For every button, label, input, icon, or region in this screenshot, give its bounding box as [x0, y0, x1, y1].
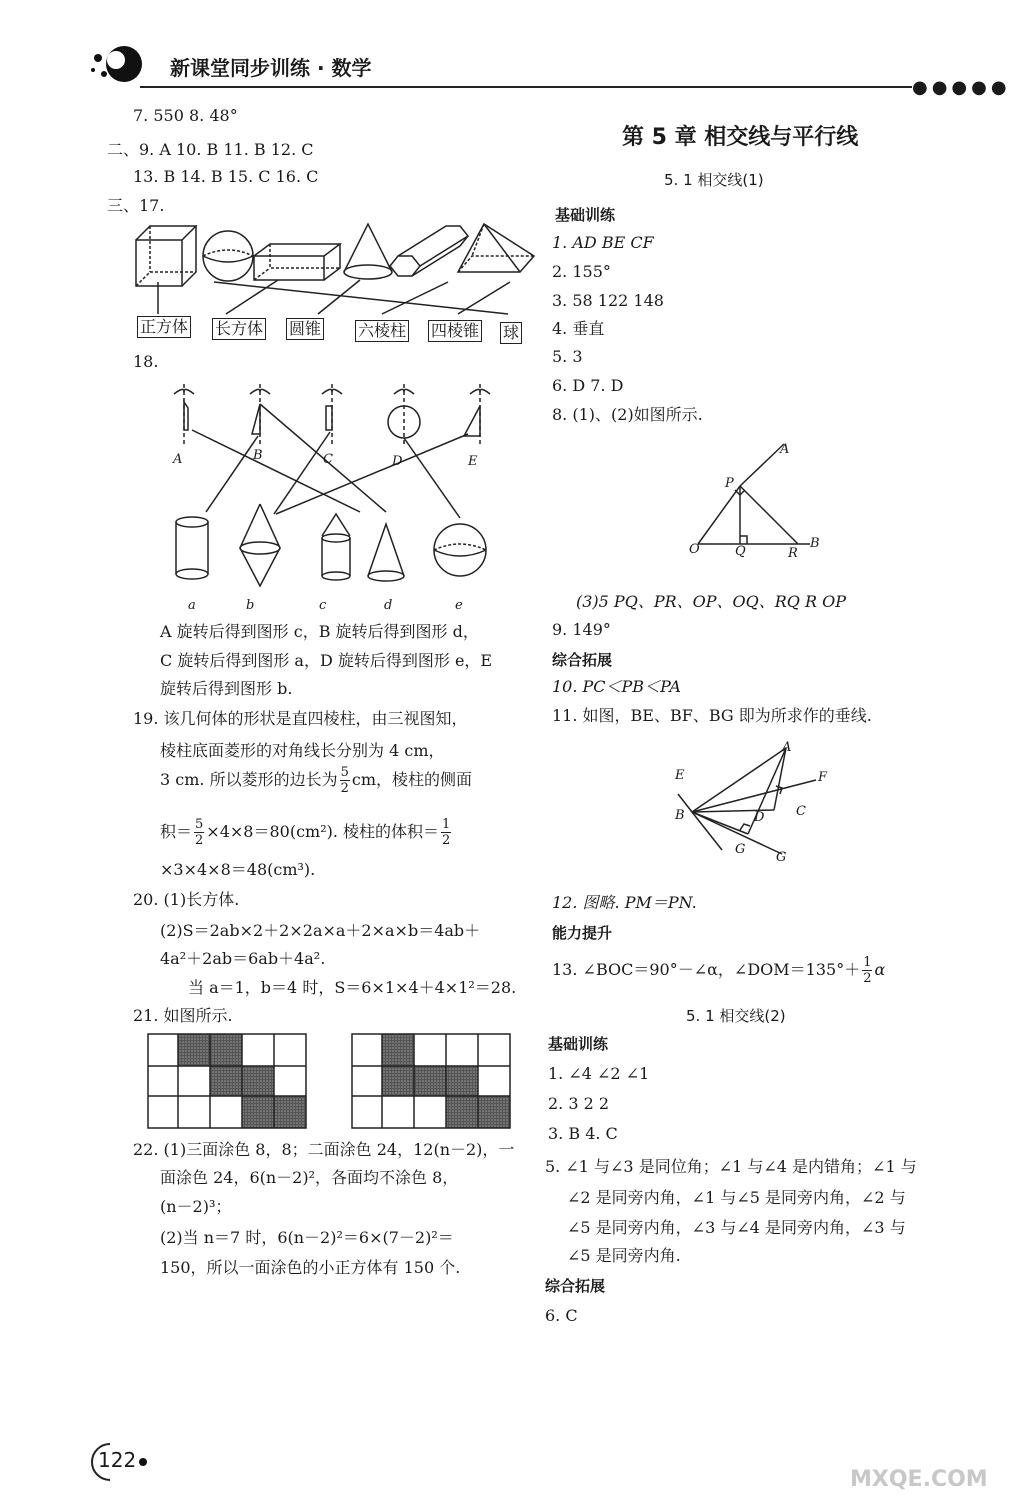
- page-number: 122: [98, 1448, 137, 1472]
- label-cube: 正方体: [137, 316, 191, 338]
- fig8-label-A: A: [780, 442, 790, 457]
- fig18-label-a: a: [188, 598, 196, 613]
- q20-line-1: 20. (1)长方体.: [133, 890, 240, 909]
- r-line-2: 2. 155°: [552, 262, 611, 281]
- heading-nengli: 能力提升: [552, 924, 613, 942]
- fig18-solids: [176, 504, 486, 586]
- label-hex-prism: 六棱柱: [355, 320, 409, 342]
- q20-line-3: 4a²＋2ab＝6ab＋4a².: [160, 949, 326, 968]
- r-line-6-7: 6. D 7. D: [552, 376, 624, 395]
- q22-line-4: (2)当 n＝7 时，6(n－2)²＝6×(7－2)²＝: [160, 1228, 454, 1247]
- s-line-5d: ∠5 是同旁内角.: [567, 1246, 681, 1265]
- fig11-label-C: C: [796, 804, 806, 819]
- q19-line-2: 棱柱底面菱形的对角线长分别为 4 cm，: [160, 741, 445, 760]
- q22-line-1: 22. (1)三面涂色 8，8；二面涂色 24，12(n－2)，一: [133, 1140, 515, 1159]
- line-13-16: 13. B 14. B 15. C 16. C: [133, 167, 319, 186]
- line-9-12: 二、9. A 10. B 11. B 12. C: [107, 140, 314, 159]
- fig18-label-B: B: [253, 448, 263, 463]
- q19-line-1: 19. 该几何体的形状是直四棱柱，由三视图知，: [133, 709, 468, 728]
- fig8-label-Q: Q: [735, 544, 746, 559]
- q18-answer-1: A 旋转后得到图形 c，B 旋转后得到图形 d，: [160, 622, 479, 641]
- fig18-label-b: b: [246, 598, 255, 613]
- s-line-5a: 5. ∠1 与∠3 是同位角；∠1 与∠4 是内错角；∠1 与: [545, 1157, 917, 1176]
- q21-line: 21. 如图所示.: [133, 1006, 233, 1025]
- fig18-label-D: D: [392, 454, 403, 469]
- fig18-label-C: C: [323, 452, 333, 467]
- fig11-label-B: B: [675, 808, 685, 823]
- fig11-label-G2: G: [776, 850, 787, 865]
- grid-left: [148, 1034, 306, 1128]
- fig8-label-R: R: [788, 546, 798, 561]
- r-line-12: 12. 图略. PM＝PN.: [552, 893, 697, 912]
- header-dots: ●●●●●: [912, 77, 1011, 98]
- q20-line-2: (2)S＝2ab×2＋2×2a×a＋2×a×b＝4ab＋: [160, 921, 481, 940]
- figure-21-grids: [146, 1032, 516, 1130]
- fig8-label-B: B: [810, 536, 820, 551]
- heading-jichu-2: 基础训练: [548, 1035, 609, 1053]
- s-line-6: 6. C: [545, 1306, 578, 1325]
- fig11-label-G1: G: [735, 842, 746, 857]
- figure-18: [160, 378, 510, 596]
- label-cone: 圆锥: [286, 318, 324, 340]
- s-line-5b: ∠2 是同旁内角，∠1 与∠5 是同旁内角，∠2 与: [567, 1188, 906, 1207]
- shape-B: [252, 404, 260, 434]
- r-line-9: 9. 149°: [552, 620, 611, 639]
- fig11-label-E: E: [675, 768, 685, 783]
- grid-right: [352, 1034, 510, 1128]
- q18-number: 18.: [133, 352, 159, 371]
- shape-A: [184, 402, 188, 430]
- fig11-label-F: F: [818, 770, 828, 785]
- fig18-label-A: A: [173, 452, 183, 467]
- r-line-4: 4. 垂直: [552, 319, 605, 338]
- q19-line-3: 3 cm. 所以菱形的边长为 $\frac{5}{2}$ cm，棱柱的侧面: [160, 765, 472, 796]
- r-line-11: 11. 如图，BE、BF、BG 即为所求作的垂线.: [552, 706, 872, 725]
- watermark: MXQE.COM: [850, 1467, 988, 1492]
- label-pyramid: 四棱锥: [428, 320, 482, 342]
- section-5-1-1-title: 5. 1 相交线(1): [664, 171, 764, 189]
- fig18-label-c: c: [319, 598, 327, 613]
- r-line-8: 8. (1)、(2)如图所示.: [552, 405, 703, 424]
- shape-C: [326, 406, 332, 430]
- q22-line-3: (n－2)³；: [160, 1197, 232, 1216]
- fig8-label-O: O: [689, 542, 700, 557]
- fig18-label-d: d: [384, 598, 393, 613]
- heading-zonghe-1: 综合拓展: [552, 651, 613, 669]
- line-7-8: 7. 550 8. 48°: [133, 106, 238, 125]
- shape-E: [464, 406, 480, 436]
- q22-line-2: 面涂色 24，6(n－2)²，各面均不涂色 8，: [160, 1168, 459, 1187]
- chapter-title: 第 5 章 相交线与平行线: [622, 125, 859, 150]
- q22-line-5: 150，所以一面涂色的小正方体有 150 个.: [160, 1258, 461, 1277]
- heading-jichu-1: 基础训练: [555, 206, 616, 224]
- r-line-10: 10. PC＜PB＜PA: [552, 677, 681, 696]
- fig18-label-E: E: [468, 454, 478, 469]
- fig18-label-e: e: [455, 598, 463, 613]
- fig11-label-A: A: [782, 740, 792, 755]
- line-17: 三、17.: [107, 196, 165, 215]
- r-line-8b: (3)5 PQ、PR、OP、OQ、RQ R OP: [576, 592, 847, 611]
- s-line-5c: ∠5 是同旁内角，∠3 与∠4 是同旁内角，∠3 与: [567, 1218, 906, 1237]
- r-line-1: 1. AD BE CF: [552, 233, 654, 252]
- figure-8: [690, 440, 830, 555]
- figure-11: [670, 738, 830, 866]
- label-sphere: 球: [500, 322, 522, 344]
- heading-zonghe-2: 综合拓展: [545, 1277, 606, 1295]
- q18-answer-3: 旋转后得到图形 b.: [160, 679, 293, 698]
- header-rule: [140, 86, 912, 88]
- q19-line-4: 积＝ $\frac{5}{2}$ ×4×8＝80(cm²). 棱柱的体积＝ $\frac{1}{2}$: [160, 817, 451, 848]
- label-cuboid: 长方体: [212, 318, 266, 340]
- q18-answer-2: C 旋转后得到图形 a，D 旋转后得到图形 e，E: [160, 651, 493, 670]
- r-line-3: 3. 58 122 148: [552, 291, 664, 310]
- fig11-label-D: D: [754, 810, 765, 825]
- section-5-1-2-title: 5. 1 相交线(2): [686, 1007, 786, 1025]
- header-title: 新课堂同步训练 · 数学: [170, 56, 372, 80]
- r-line-5: 5. 3: [552, 347, 583, 366]
- s-line-3-4: 3. B 4. C: [548, 1124, 618, 1143]
- r-line-13: 13. ∠BOC＝90°－∠α，∠DOM＝135°＋ $\frac{1}{2}$ α: [552, 955, 886, 986]
- s-line-1: 1. ∠4 ∠2 ∠1: [548, 1064, 650, 1083]
- fig8-label-P: P: [725, 476, 734, 491]
- figure-17-links: [128, 280, 548, 320]
- q20-line-4: 当 a＝1，b＝4 时，S＝6×1×4＋4×1²＝28.: [188, 978, 517, 997]
- s-line-2: 2. 3 2 2: [548, 1094, 610, 1113]
- q19-line-5: ×3×4×8＝48(cm³).: [160, 860, 316, 879]
- header-logo-icon: [88, 40, 158, 90]
